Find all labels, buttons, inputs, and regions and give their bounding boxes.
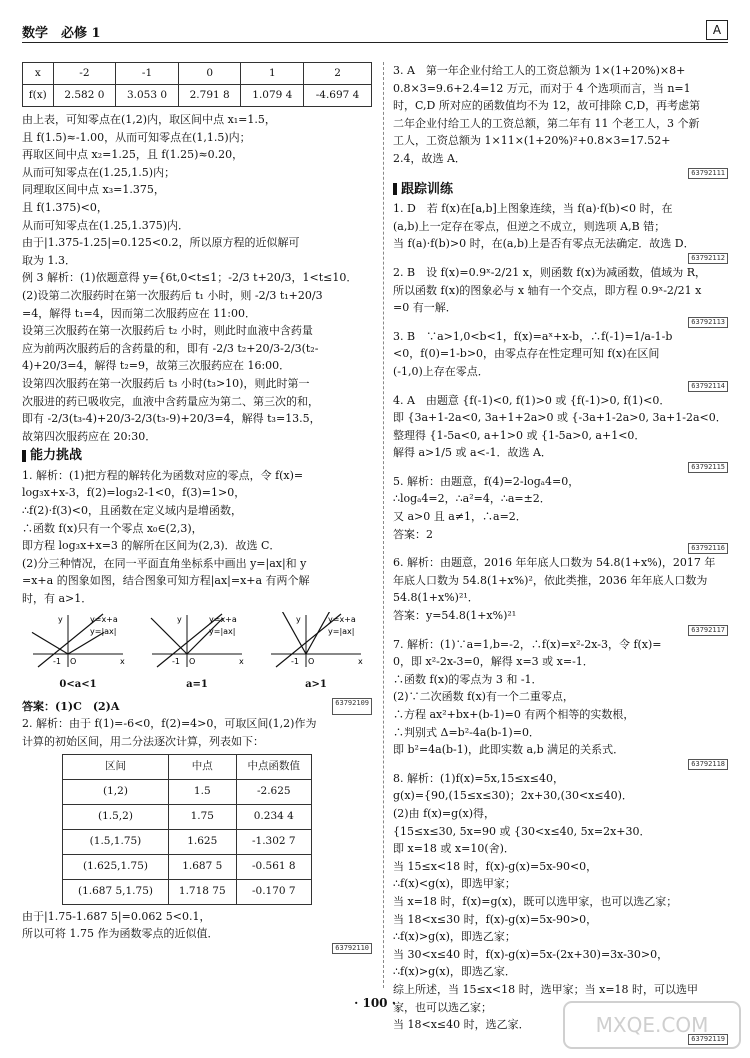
text-line: 当 x=18 时，f(x)=g(x)，既可以选甲家，也可以选乙家； bbox=[393, 894, 678, 908]
edition-badge: A bbox=[706, 20, 728, 40]
table-cell: (1.625,1.75) bbox=[63, 854, 169, 879]
graph-caption: a=1 bbox=[186, 679, 208, 691]
text-line: 解得 a>1/5 或 a<-1．故选 A． bbox=[393, 446, 552, 460]
text-line: 取为 1.3． bbox=[22, 253, 76, 267]
text-line: 当 15≤x<18 时，f(x)-g(x)=5x-90<0， bbox=[393, 859, 598, 873]
svg-text:O: O bbox=[308, 656, 315, 666]
table-cell: 1.5 bbox=[168, 779, 236, 804]
practice-item bbox=[393, 636, 728, 770]
code-tag: 63792111 bbox=[688, 168, 728, 179]
text-line: 2. 解析：由于 f(1)=-6<0，f(2)=4>0，可取区间(1,2)作为 bbox=[22, 717, 317, 731]
text-line: (2)设第二次服药时在第一次服药后 t₁ 小时，则 -2/3 t₁+20/3 bbox=[22, 288, 323, 302]
text-line: 当 30<x≤40 时，f(x)-g(x)=5x-(2x+30)=3x-30>0， bbox=[393, 947, 669, 961]
practice-item bbox=[393, 264, 728, 328]
text-line: 6. 解析：由题意，2016 年年底人口数为 54.8(1+x%)，2017 年 bbox=[393, 556, 716, 570]
text-line: (2)∵二次函数 f(x)有一个二重零点， bbox=[393, 690, 574, 704]
code-row bbox=[393, 381, 728, 392]
text-line: ∴f(2)·f(3)<0，且函数在定义域内是增函数， bbox=[22, 504, 243, 518]
code-tag: 63792115 bbox=[688, 462, 728, 473]
svg-text:-1: -1 bbox=[53, 656, 61, 666]
table-cell: -0.561 8 bbox=[236, 854, 311, 879]
table-cell: (1.5,1.75) bbox=[63, 829, 169, 854]
table-cell: (1.5,2) bbox=[63, 804, 169, 829]
svg-text:y: y bbox=[177, 614, 182, 624]
text-line: ∴f(x)>g(x)，即选乙家． bbox=[393, 965, 516, 979]
line-label: y=x+a bbox=[209, 614, 237, 624]
left-top-text bbox=[22, 111, 372, 445]
code-row bbox=[393, 462, 728, 473]
text-line: 答案：y=54.8(1+x%)²¹ bbox=[393, 609, 517, 623]
text-line: (2)由 f(x)=g(x)得， bbox=[393, 806, 495, 820]
text-line: (a,b)上一定存在零点，但逆之不成立，则选项 A,B 错； bbox=[393, 219, 666, 233]
text-line: 年底人口数为 54.8(1+x%)²，依此类推，2036 年年底人口数为 bbox=[393, 573, 708, 587]
text-line: 4)+20/3=4，解得 t₂=9，故第三次服药应在 16:00． bbox=[22, 359, 291, 373]
text-line: 次服进的药已吸收完，血液中含药量应为第二、第三次的和， bbox=[22, 394, 319, 408]
line-label: y=x+a bbox=[90, 614, 118, 624]
svg-text:y: y bbox=[58, 614, 63, 624]
practice-items bbox=[393, 200, 728, 1045]
table-header-cell: -1 bbox=[116, 63, 179, 85]
right-column bbox=[393, 62, 728, 1045]
text-line: 所以可将 1.75 作为函数零点的近似值． bbox=[22, 927, 219, 941]
svg-text:MXQE.COM: MXQE.COM bbox=[595, 1013, 709, 1037]
svg-text:x: x bbox=[358, 656, 363, 666]
practice-item bbox=[393, 473, 728, 554]
table-cell: -2.625 bbox=[236, 779, 311, 804]
table-header-cell: -2 bbox=[53, 63, 116, 85]
section-heading-right: 跟踪训练 bbox=[393, 181, 728, 199]
svg-text:O: O bbox=[189, 656, 196, 666]
svg-text:O: O bbox=[70, 656, 77, 666]
table-cell: 1.079 4 bbox=[241, 85, 304, 107]
table-cell: 1.625 bbox=[168, 829, 236, 854]
text-line: 计算的初始区间，用二分法逐次计算，列表如下： bbox=[22, 735, 264, 748]
table-header-cell: 2 bbox=[304, 63, 372, 85]
text-line: (-1,0)上存在零点． bbox=[393, 364, 489, 378]
text-line: ∴函数 f(x)只有一个零点 x₀∈(2,3)， bbox=[22, 521, 203, 535]
code-tag: 63792118 bbox=[688, 759, 728, 770]
code-tag: 63792110 bbox=[332, 943, 372, 954]
text-line: (2)分三种情况，在同一平面直角坐标系中画出 y=|ax|和 y bbox=[22, 556, 307, 570]
code-tag: 63792113 bbox=[688, 317, 728, 328]
table-cell: 1.75 bbox=[168, 804, 236, 829]
text-line: 从而可知零点在(1.25,1.5)内； bbox=[22, 165, 176, 179]
svg-text:x: x bbox=[120, 656, 125, 666]
table-header-cell: 中点 bbox=[168, 754, 236, 779]
graphs-row bbox=[22, 612, 372, 694]
text-line: ∴f(x)<g(x)，即选甲家； bbox=[393, 877, 516, 891]
text-line: 答案：2 bbox=[393, 527, 433, 541]
right-top-text bbox=[393, 62, 728, 168]
table-cell: 2.791 8 bbox=[178, 85, 241, 107]
text-line: 工人，工资总额为 1×11×(1+20%)²+0.8×3=17.52+ bbox=[393, 134, 671, 148]
text-line: g(x)={90,(15≤x≤30)；2x+30,(30<x≤40)． bbox=[393, 789, 633, 803]
text-line: 7. 解析：(1)∵a=1,b=-2，∴f(x)=x²-2x-3，令 f(x)= bbox=[393, 637, 662, 651]
graph-panel bbox=[147, 612, 247, 694]
code-row bbox=[393, 317, 728, 328]
text-line: {15≤x≤30, 5x=90 或 {30<x≤40, 5x=2x+30． bbox=[393, 824, 651, 838]
text-line: 5. 解析：由题意，f(4)=2-logₐ4=0， bbox=[393, 474, 580, 488]
table-cell: 1.687 5 bbox=[168, 854, 236, 879]
code-row bbox=[393, 759, 728, 770]
text-line: 家，也可以选乙家； bbox=[393, 1000, 492, 1014]
text-line: 1. 解析：(1)把方程的解转化为函数对应的零点，令 f(x)= bbox=[22, 468, 304, 482]
text-line: 且 f(1.375)<0， bbox=[22, 200, 108, 214]
graph-plot bbox=[266, 612, 366, 670]
code-tag: 63792117 bbox=[688, 625, 728, 636]
code-tag: 63792119 bbox=[688, 1034, 728, 1045]
table-cell: (1.687 5,1.75) bbox=[63, 879, 169, 904]
table-header-cell: 0 bbox=[178, 63, 241, 85]
text-line: 同理取区间中点 x₃=1.375， bbox=[22, 183, 165, 197]
text-line: 3. A 第一年企业付给工人的工资总额为 1×(1+20%)×8+ bbox=[393, 64, 686, 77]
value-table bbox=[22, 62, 372, 107]
code-row bbox=[393, 625, 728, 636]
text-line: 4. A 由题意 {f(-1)<0, f(1)>0 或 {f(-1)>0, f(1)<0． bbox=[393, 393, 671, 407]
line-label: y=|ax| bbox=[90, 626, 117, 636]
text-line: 设第四次服药在第一次服药后 t₃ 小时(t₃>10)，则此时第一 bbox=[22, 376, 310, 390]
text-line: 时，C,D 所对应的函数值均不为 12，故可排除 C,D，再考虑第 bbox=[393, 99, 701, 113]
practice-item bbox=[393, 392, 728, 473]
column-divider bbox=[383, 62, 384, 988]
table-cell: -4.697 4 bbox=[304, 85, 372, 107]
text-line: 设第三次服药在第一次服药后 t₂ 小时，则此时血液中含药量 bbox=[22, 324, 313, 338]
text-line: =0 有一解． bbox=[393, 301, 457, 315]
text-line: 应为前两次服药后的含药量的和，即有 -2/3 t₂+20/3-2/3(t₂- bbox=[22, 341, 319, 355]
text-line: 2.4，故选 A． bbox=[393, 151, 466, 165]
table-cell: (1,2) bbox=[63, 779, 169, 804]
svg-text:-1: -1 bbox=[172, 656, 180, 666]
table-cell: 1.718 75 bbox=[168, 879, 236, 904]
bisection-table bbox=[62, 754, 312, 905]
text-line: 54.8(1+x%)²¹． bbox=[393, 591, 479, 605]
table-cell: -1.302 7 bbox=[236, 829, 311, 854]
text-line: 再取区间中点 x₂=1.25，且 f(1.25)≈0.20， bbox=[22, 148, 244, 162]
text-line: 又 a>0 且 a≠1，∴a=2． bbox=[393, 510, 527, 524]
text-line: 即 {3a+1-2a<0, 3a+1+2a>0 或 {-3a+1-2a>0, 3a+1-2a<0． bbox=[393, 411, 727, 425]
challenge-text bbox=[22, 467, 372, 608]
text-line: 当 18<x≤30 时，f(x)-g(x)=5x-90>0， bbox=[393, 912, 598, 926]
text-line: 8. 解析：(1)f(x)=5x,15≤x≤40， bbox=[393, 771, 564, 785]
text-line: 由上表，可知零点在(1,2)内，取区间中点 x₁=1.5， bbox=[22, 113, 276, 126]
text-line: ∴方程 ax²+bx+(b-1)=0 有两个相等的实数根， bbox=[393, 708, 635, 721]
text-line: 故第四次服药应在 20:30． bbox=[22, 429, 157, 443]
code-tag: 63792109 bbox=[332, 698, 372, 716]
practice-item bbox=[393, 328, 728, 392]
code-tag: 63792114 bbox=[688, 381, 728, 392]
graph-plot bbox=[147, 612, 247, 670]
table-cell: f(x) bbox=[23, 85, 54, 107]
table-cell: 0.234 4 bbox=[236, 804, 311, 829]
table-row bbox=[63, 879, 312, 904]
text-line: 由于|1.375-1.25|=0.125<0.2，所以原方程的近似解可 bbox=[22, 236, 300, 250]
table-header-cell: x bbox=[23, 63, 54, 85]
table-cell: 3.053 0 bbox=[116, 85, 179, 107]
text-line: 当 f(a)·f(b)>0 时，在(a,b)上是否有零点无法确定．故选 D． bbox=[393, 237, 695, 251]
svg-text:x: x bbox=[239, 656, 244, 666]
text-line: 3. B ∵a>1,0<b<1，f(x)=aˣ+x-b，∴f(-1)=1/a-1-b bbox=[393, 329, 673, 343]
text-line: 例 3 解析：(1)依题意得 y={6t,0<t≤1；-2/3 t+20/3，1<t≤10． bbox=[22, 271, 358, 285]
text-line: 由于|1.75-1.687 5|=0.062 5<0.1， bbox=[22, 909, 211, 923]
graph-plot bbox=[28, 612, 128, 670]
graph-caption: a>1 bbox=[305, 679, 327, 691]
text-line: 1. D 若 f(x)在[a,b]上图象连续，当 f(a)·f(b)<0 时，在 bbox=[393, 202, 673, 216]
table-row bbox=[63, 779, 312, 804]
graph-panel bbox=[266, 612, 366, 694]
table-cell: -0.170 7 bbox=[236, 879, 311, 904]
watermark-logo bbox=[562, 998, 742, 1052]
text-line: 所以函数 f(x)的图象必与 x 轴有一个交点，即方程 0.9ˣ-2/21 x bbox=[393, 283, 702, 297]
text-line: log₃x+x-3，f(2)=log₃2-1<0，f(3)=1>0， bbox=[22, 486, 246, 500]
table-header-cell: 中点函数值 bbox=[236, 754, 311, 779]
code-row bbox=[393, 253, 728, 264]
code-tag: 63792116 bbox=[688, 543, 728, 554]
line-label: y=x+a bbox=[328, 614, 356, 624]
text-line: 从而可知零点在(1.25,1.375)内． bbox=[22, 218, 190, 232]
q2-end-text bbox=[22, 908, 372, 943]
text-line: 2. B 设 f(x)=0.9ˣ-2/21 x，则函数 f(x)为减函数，值域为 R， bbox=[393, 265, 707, 279]
table-row bbox=[63, 804, 312, 829]
text-line: 即 b²=4a(b-1)，此即实数 a,b 满足的关系式． bbox=[393, 743, 625, 757]
table-header-cell: 区间 bbox=[63, 754, 169, 779]
section-heading-left: 能力挑战 bbox=[22, 447, 372, 465]
table-cell: 2.582 0 bbox=[53, 85, 116, 107]
page-header bbox=[22, 20, 728, 43]
text-line: 即方程 log₃x+x=3 的解所在区间为(2,3)．故选 C． bbox=[22, 539, 281, 553]
table-row bbox=[63, 829, 312, 854]
text-line: 整理得 {1-5a<0, a+1>0 或 {1-5a>0, a+1<0． bbox=[393, 428, 646, 442]
text-line: ∴f(x)>g(x)，即选乙家； bbox=[393, 930, 516, 944]
q2-text bbox=[22, 715, 372, 750]
text-line: ∴判别式 Δ=b²-4a(b-1)=0． bbox=[393, 725, 540, 739]
text-line: 综上所述，当 15≤x<18 时，选甲家；当 x=18 时，可以选甲 bbox=[393, 982, 699, 996]
code-row bbox=[393, 543, 728, 554]
answer-1: 答案：(1)C (2)A bbox=[22, 699, 120, 713]
text-line: <0，f(0)=1-b>0，由零点存在性定理可知 f(x)在区间 bbox=[393, 347, 660, 361]
text-line: =x+a 的图象如图，结合图象可知方程|ax|=x+a 有两个解 bbox=[22, 574, 310, 588]
text-line: 且 f(1.5)≈-1.00，从而可知零点在(1,1.5)内； bbox=[22, 130, 251, 144]
text-line: ∴函数 f(x)的零点为 3 和 -1． bbox=[393, 672, 543, 686]
text-line: 0.8×3=9.6+2.4=12 万元，而对于 4 个选项而言，当 n=1 bbox=[393, 81, 691, 95]
line-label: y=|ax| bbox=[209, 626, 236, 636]
text-line: =4，解得 t₁=4，因而第二次服药应在 11:00． bbox=[22, 306, 256, 320]
left-column bbox=[22, 62, 372, 954]
text-line: 二年企业付给工人的工资总额，第二年有 11 个老工人，3 个新 bbox=[393, 116, 700, 130]
book-title: 数学 必修 1 bbox=[22, 26, 101, 41]
graph-caption: 0<a<1 bbox=[59, 679, 97, 691]
line-label: y=|ax| bbox=[328, 626, 355, 636]
practice-item bbox=[393, 554, 728, 635]
graph-panel bbox=[28, 612, 128, 694]
text-line: ∴logₐ4=2，∴a²=4，∴a=±2． bbox=[393, 492, 551, 506]
svg-text:y: y bbox=[296, 614, 301, 624]
svg-text:-1: -1 bbox=[291, 656, 299, 666]
text-line: 0，即 x²-2x-3=0，解得 x=3 或 x=-1． bbox=[393, 655, 594, 669]
text-line: 当 18<x≤40 时，选乙家． bbox=[393, 1018, 530, 1032]
text-line: 即 x=18 或 x=10(舍)． bbox=[393, 842, 515, 856]
text-line: 即有 -2/3(t₃-4)+20/3-2/3(t₃-9)+20/3=4，解得 t₃=13.5， bbox=[22, 412, 321, 426]
code-tag: 63792112 bbox=[688, 253, 728, 264]
table-header-cell: 1 bbox=[241, 63, 304, 85]
table-row bbox=[63, 854, 312, 879]
page-number: · 100 · bbox=[354, 996, 396, 1010]
text-line: 时，有 a>1． bbox=[22, 592, 93, 606]
practice-item bbox=[393, 200, 728, 264]
